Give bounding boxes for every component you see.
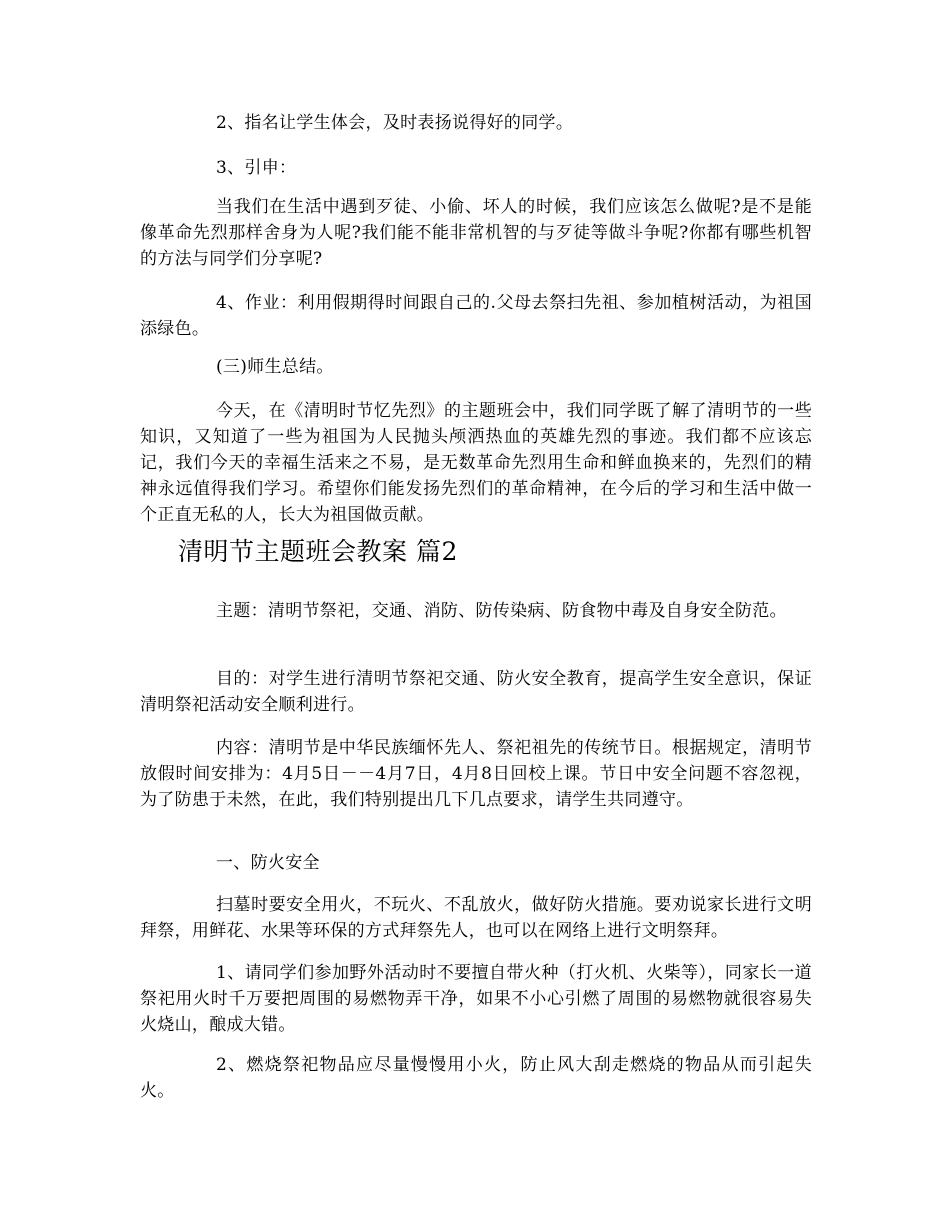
paragraph-extension-label: 3、引申： [216, 158, 297, 178]
paragraph-summary-label: (三)师生总结。 [216, 357, 334, 377]
paragraph-purpose: 目的：对学生进行清明节祭祀交通、防火安全教育，提高学生安全意识，保证清明祭祀活动安全顺利进行。 [140, 669, 812, 715]
paragraph-fire-rule-1: 1、请同学们参加野外活动时不要擅自带火种（打火机、火柴等），同家长一道祭祀用火时千万要把周围的易燃物弄干净，如果不小心引燃了周围的易燃物就很容易失火烧山，酿成大错。 [140, 963, 812, 1035]
paragraph-homework: 4、作业：利用假期得时间跟自己的.父母去祭扫先祖、参加植树活动，为祖国添绿色。 [140, 293, 812, 339]
paragraph-content: 内容：清明节是中华民族缅怀先人、祭祀祖先的传统节日。根据规定，清明节放假时间安排为：4月5日－－4月7日，4月8日回校上课。节日中安全问题不容忽视，为了防患于未然，在此，我们特别提出几下几点要求，请学生共同遵守。 [140, 738, 812, 810]
paragraph-fire-safety-title: 一、防火安全 [216, 853, 320, 873]
paragraph-fire-safety-intro: 扫墓时要安全用火，不玩火、不乱放火，做好防火措施。要劝说家长进行文明拜祭，用鲜花、水果等环保的方式拜祭先人，也可以在网络上进行文明祭拜。 [140, 895, 812, 941]
section-heading: 清明节主题班会教案 篇2 [178, 537, 458, 566]
paragraph-theme: 主题：清明节祭祀，交通、消防、防传染病、防食物中毒及自身安全防范。 [216, 601, 787, 621]
paragraph-fire-rule-2: 2、燃烧祭祀物品应尽量慢慢用小火，防止风大刮走燃烧的物品从而引起失火。 [140, 1055, 812, 1101]
paragraph-extension-question: 当我们在生活中遇到歹徒、小偷、坏人的时候，我们应该怎么做呢?是不是能像革命先烈那样舍身为人呢?我们能不能非常机智的与歹徒等做斗争呢?你都有哪些机智的方法与同学们分享呢? [140, 197, 812, 269]
paragraph-praise: 2、指名让学生体会，及时表扬说得好的同学。 [216, 113, 574, 133]
paragraph-summary: 今天，在《清明时节忆先烈》的主题班会中，我们同学既了解了清明节的一些知识，又知道了一些为祖国为人民抛头颅洒热血的英雄先烈的事迹。我们都不应该忘记，我们今天的幸福生活来之不易，是无数革命先烈用生命和鲜血换来的，先烈们的精神永远值得我们学习。希望你们能发扬先烈们的革命精神，在今后的学习和生活中做一个正直无私的人，长大为祖国做贡献。 [140, 401, 812, 525]
